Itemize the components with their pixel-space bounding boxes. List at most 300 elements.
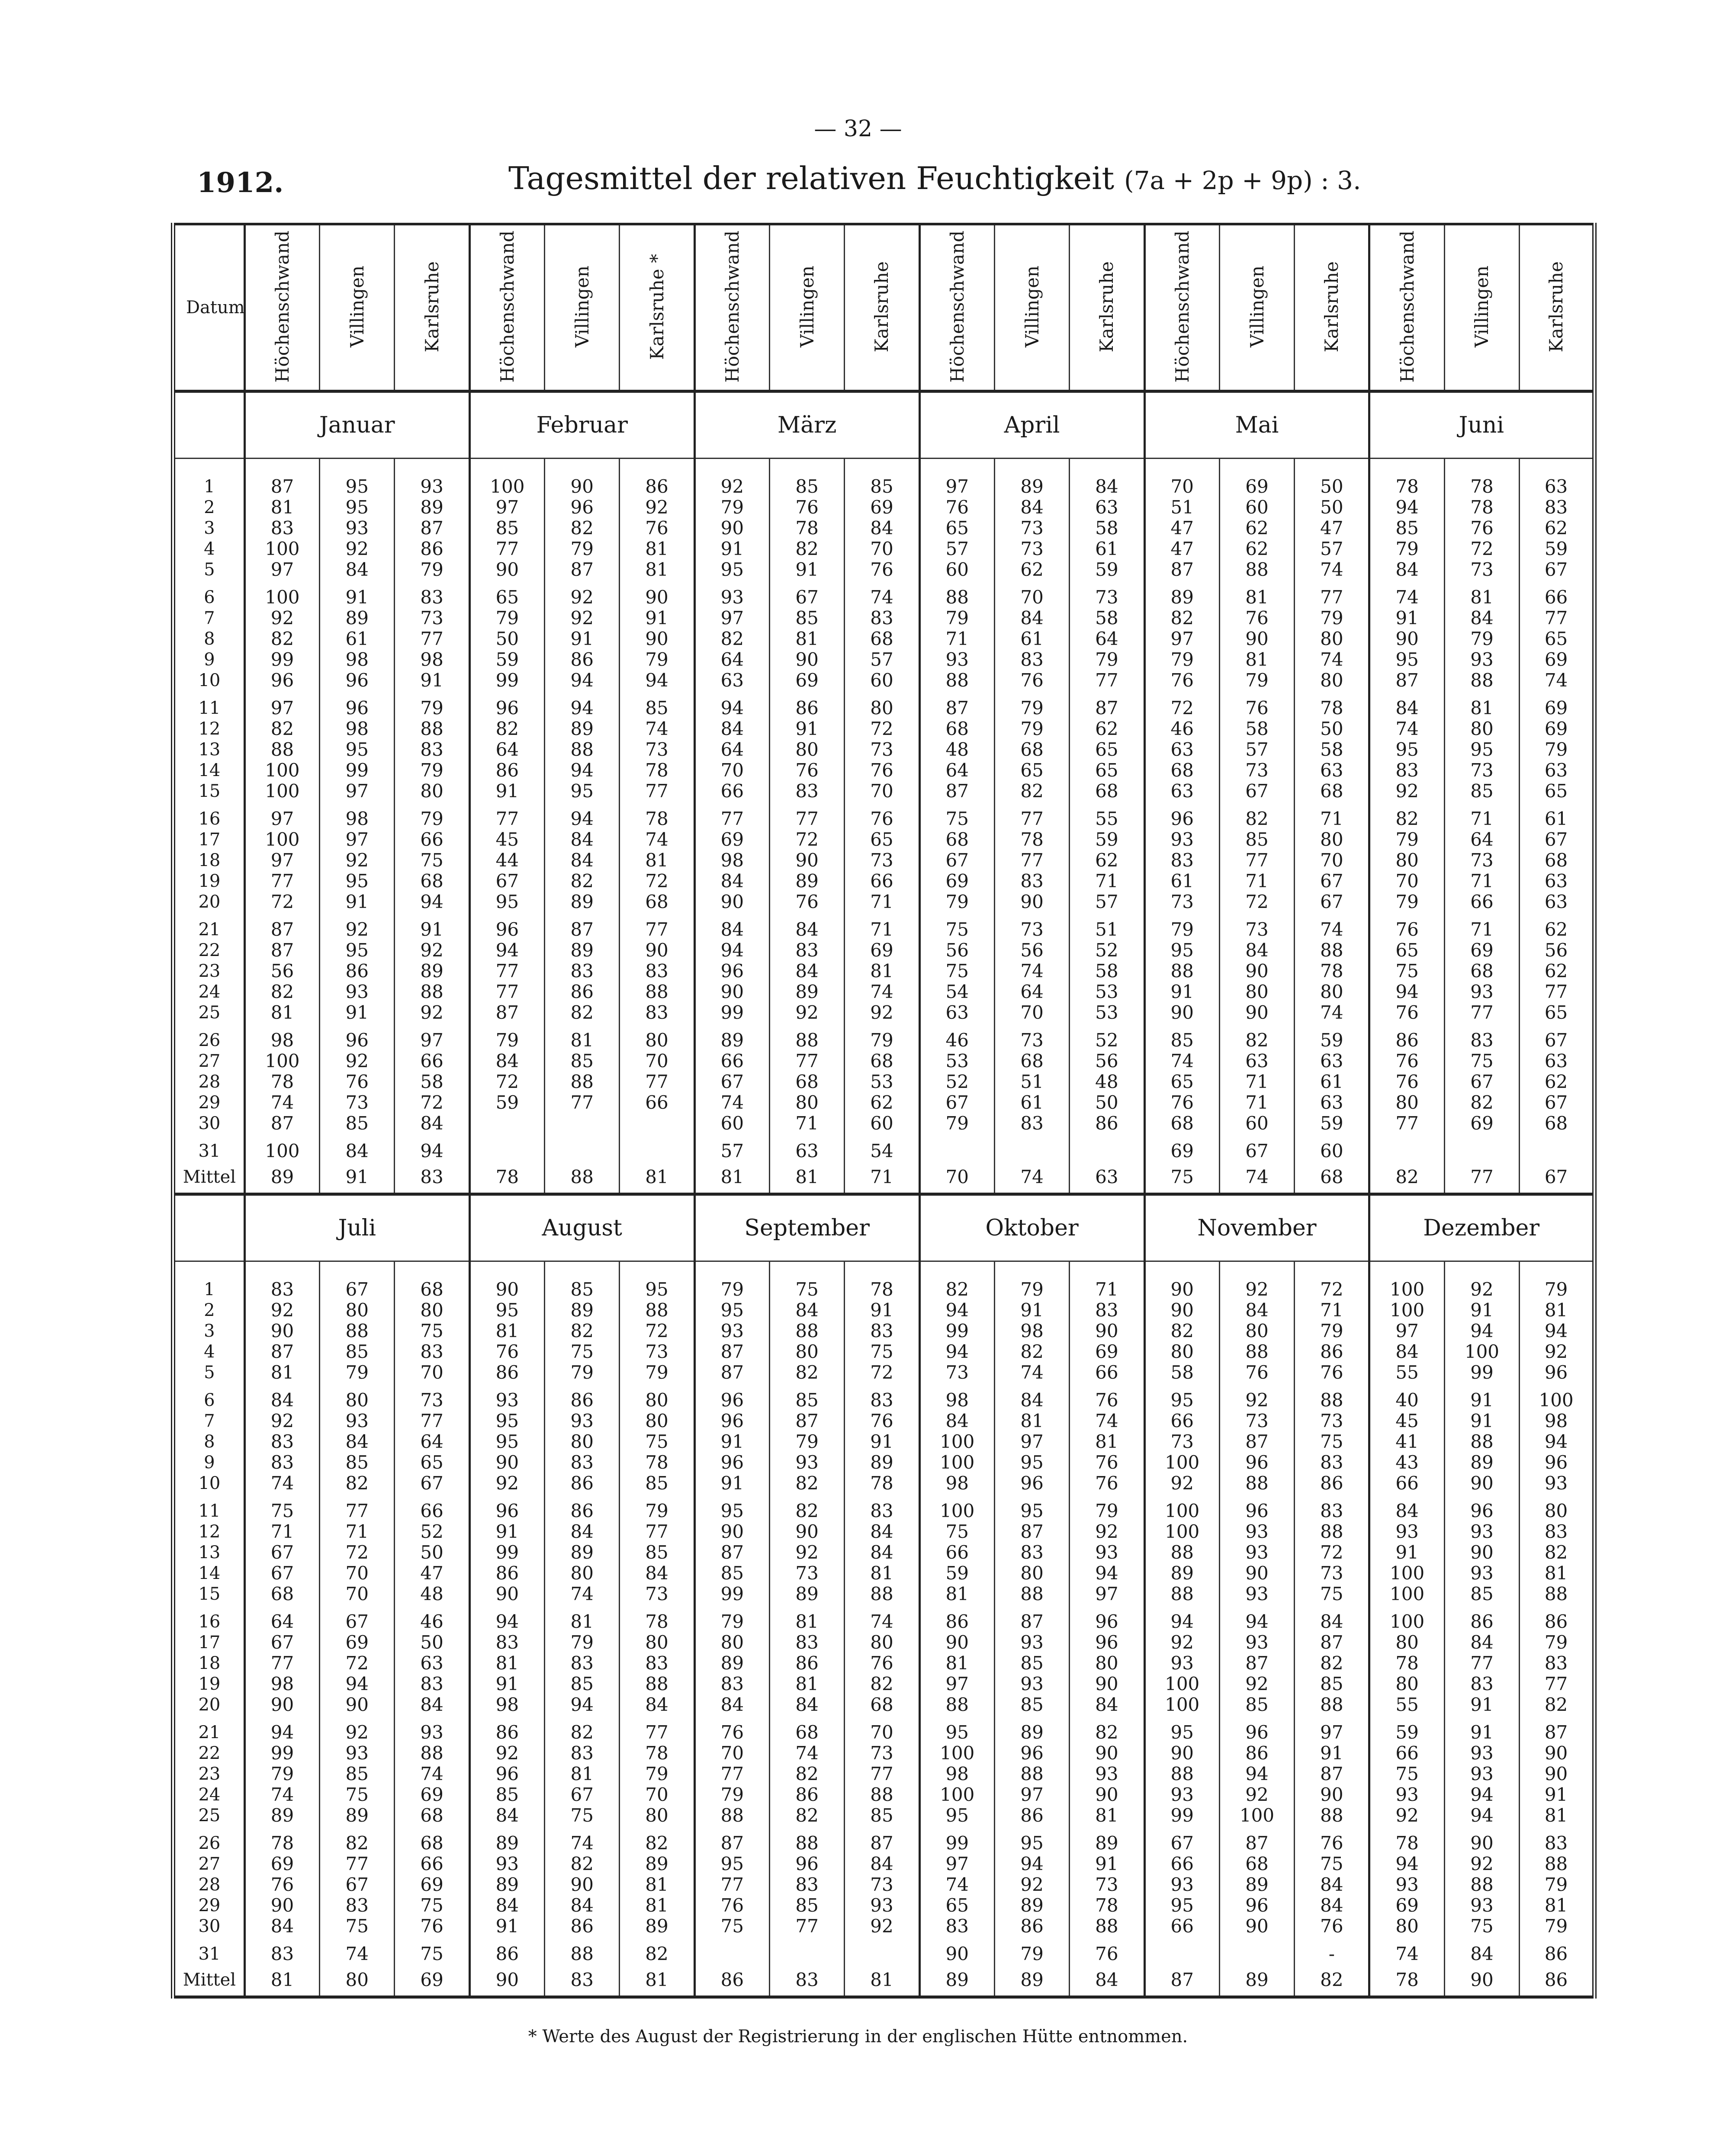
day-label: 27	[198, 1854, 221, 1874]
humidity-value: 85	[320, 1113, 395, 1134]
humidity-value: 82	[769, 1494, 844, 1521]
humidity-value: 89	[469, 1826, 544, 1854]
humidity-value: 98	[919, 1473, 994, 1494]
humidity-value: 79	[694, 497, 769, 518]
humidity-value: 73	[620, 1584, 694, 1604]
spacer-cell	[1144, 459, 1219, 477]
humidity-value: 83	[545, 961, 620, 982]
humidity-value: 90	[769, 850, 844, 871]
humidity-value: 76	[395, 1916, 469, 1937]
humidity-value: 74	[244, 1784, 319, 1805]
humidity-value: 83	[994, 1113, 1069, 1134]
humidity-value: 70	[694, 760, 769, 781]
humidity-value: 78	[1295, 961, 1369, 982]
humidity-value: 97	[244, 850, 319, 871]
humidity-value: 76	[620, 518, 694, 539]
humidity-value: 82	[994, 1341, 1069, 1362]
mittel-value: 89	[1219, 1964, 1294, 1997]
humidity-value: 87	[1295, 1632, 1369, 1653]
humidity-value: 83	[994, 1542, 1069, 1563]
humidity-value: 73	[1070, 1874, 1144, 1895]
humidity-value: 87	[545, 559, 620, 580]
humidity-value: 88	[919, 670, 994, 691]
humidity-value: 52	[919, 1072, 994, 1092]
humidity-value: 95	[320, 871, 395, 892]
day-label: 9	[204, 650, 215, 670]
humidity-value: 100	[1144, 1521, 1219, 1542]
humidity-value: 68	[994, 739, 1069, 760]
humidity-value: 69	[1144, 1134, 1219, 1161]
humidity-value: 74	[994, 961, 1069, 982]
title-formula: (7a + 2p + 9p) : 3.	[1124, 166, 1361, 195]
humidity-value: 98	[919, 1764, 994, 1784]
humidity-value: 97	[244, 802, 319, 829]
humidity-value: 100	[919, 1431, 994, 1452]
humidity-value: 92	[395, 1002, 469, 1023]
humidity-value: 84	[620, 1694, 694, 1715]
humidity-value: 88	[1444, 670, 1519, 691]
humidity-value: 90	[1444, 1542, 1519, 1563]
humidity-value: 69	[694, 829, 769, 850]
humidity-value: 51	[1070, 912, 1144, 940]
humidity-value: 84	[469, 1805, 544, 1826]
humidity-value: 87	[694, 1341, 769, 1362]
spacer-cell	[1219, 1261, 1294, 1280]
mittel-label: Mittel	[173, 1161, 244, 1194]
day-label: 12	[198, 1522, 221, 1542]
humidity-value: 72	[1295, 1542, 1369, 1563]
day-label: 24	[198, 982, 221, 1002]
humidity-value: 60	[1219, 497, 1294, 518]
station-name: Höchenschwand	[496, 231, 518, 383]
humidity-value: 95	[694, 1300, 769, 1321]
humidity-value: 100	[1144, 1694, 1219, 1715]
humidity-value: 100	[244, 539, 319, 559]
humidity-value: 100	[1369, 1584, 1444, 1604]
table-row	[173, 476, 1594, 497]
humidity-value: 94	[395, 892, 469, 912]
humidity-value: 85	[769, 1383, 844, 1411]
humidity-value: 94	[545, 802, 620, 829]
humidity-value: 93	[1070, 1542, 1144, 1563]
humidity-value: 73	[1219, 760, 1294, 781]
page-number: — 32 —	[814, 116, 902, 142]
table-row	[173, 940, 1594, 961]
humidity-value: 80	[320, 1300, 395, 1321]
humidity-value: 91	[1369, 1542, 1444, 1563]
humidity-value: 90	[469, 1279, 544, 1300]
humidity-value: 97	[1295, 1715, 1369, 1743]
humidity-value: 68	[1444, 961, 1519, 982]
humidity-value: 61	[1144, 871, 1219, 892]
humidity-value: 100	[919, 1784, 994, 1805]
humidity-value: 98	[320, 649, 395, 670]
humidity-value: 93	[994, 1674, 1069, 1694]
humidity-value: 85	[320, 1341, 395, 1362]
humidity-value: 83	[620, 1002, 694, 1023]
month-name: September	[694, 1194, 919, 1261]
humidity-value: 84	[1219, 940, 1294, 961]
humidity-value: 67	[694, 1072, 769, 1092]
humidity-value: 77	[620, 781, 694, 802]
humidity-value: 81	[244, 1362, 319, 1383]
table-row	[173, 1764, 1594, 1784]
humidity-value: 75	[545, 1805, 620, 1826]
table-row	[173, 1784, 1594, 1805]
mittel-value: 81	[244, 1964, 319, 1997]
humidity-value: 77	[694, 1874, 769, 1895]
humidity-value: 98	[1520, 1411, 1594, 1431]
day-label: 4	[204, 1342, 215, 1362]
humidity-value: 96	[320, 670, 395, 691]
humidity-value: 63	[1219, 1051, 1294, 1072]
humidity-value: 94	[320, 1674, 395, 1694]
humidity-value: 47	[1144, 539, 1219, 559]
table-row	[173, 608, 1594, 629]
humidity-value: 63	[1070, 497, 1144, 518]
humidity-value: 81	[1070, 1431, 1144, 1452]
humidity-value: 97	[320, 829, 395, 850]
humidity-value: 73	[1070, 580, 1144, 608]
humidity-value: 78	[1444, 476, 1519, 497]
humidity-value: 92	[244, 608, 319, 629]
humidity-value: 90	[1520, 1764, 1594, 1784]
humidity-value: 88	[919, 1694, 994, 1715]
humidity-value: 73	[845, 739, 919, 760]
humidity-value: 63	[769, 1134, 844, 1161]
humidity-value: 80	[1295, 629, 1369, 649]
table-row	[173, 649, 1594, 670]
table-row	[173, 802, 1594, 829]
humidity-value: 91	[694, 539, 769, 559]
humidity-value: 92	[1219, 1674, 1294, 1694]
humidity-value: 88	[395, 719, 469, 739]
humidity-value: 89	[769, 982, 844, 1002]
humidity-value: 74	[1520, 670, 1594, 691]
humidity-value: 78	[769, 518, 844, 539]
humidity-value: 67	[919, 1092, 994, 1113]
humidity-value: 85	[1144, 1023, 1219, 1051]
humidity-value: 78	[244, 1826, 319, 1854]
humidity-value: 84	[769, 1694, 844, 1715]
humidity-value: 82	[1144, 608, 1219, 629]
humidity-value: 86	[545, 1473, 620, 1494]
humidity-value: 82	[994, 781, 1069, 802]
day-label: 2	[204, 1300, 215, 1320]
humidity-value: 82	[545, 871, 620, 892]
humidity-value: 96	[994, 1473, 1069, 1494]
humidity-value: 94	[694, 691, 769, 719]
humidity-value: 56	[919, 940, 994, 961]
humidity-value: 90	[244, 1895, 319, 1916]
humidity-value: 91	[845, 1431, 919, 1452]
mittel-value: 86	[694, 1964, 769, 1997]
table-row	[173, 1521, 1594, 1542]
day-label: 25	[198, 1806, 221, 1826]
day-label: 21	[198, 1723, 221, 1742]
day-label: 16	[198, 1612, 221, 1632]
humidity-value: 80	[1295, 670, 1369, 691]
humidity-value: 85	[1219, 829, 1294, 850]
humidity-value: 77	[545, 1092, 620, 1113]
humidity-value: 94	[919, 1341, 994, 1362]
humidity-value: 100	[919, 1452, 994, 1473]
humidity-value: 89	[694, 1653, 769, 1674]
humidity-value: 88	[1295, 1521, 1369, 1542]
humidity-value: 76	[469, 1341, 544, 1362]
humidity-value: 80	[769, 739, 844, 760]
humidity-value: 87	[244, 912, 319, 940]
humidity-value: 96	[1219, 1715, 1294, 1743]
humidity-value: 84	[395, 1113, 469, 1134]
spacer-cell	[694, 459, 769, 477]
spacer-cell	[395, 1261, 469, 1280]
humidity-value	[1369, 1134, 1444, 1161]
humidity-value: 83	[620, 1653, 694, 1674]
humidity-value: 91	[469, 1916, 544, 1937]
humidity-value: 76	[1369, 1002, 1444, 1023]
humidity-value: 65	[395, 1452, 469, 1473]
humidity-value: 81	[845, 961, 919, 982]
humidity-value: 95	[994, 1826, 1069, 1854]
humidity-value: 80	[845, 691, 919, 719]
humidity-value: 62	[845, 1092, 919, 1113]
table-row	[173, 719, 1594, 739]
spacer-cell	[244, 1261, 319, 1280]
humidity-value: 66	[919, 1542, 994, 1563]
humidity-value: 94	[1144, 1604, 1219, 1632]
humidity-value: 73	[1444, 850, 1519, 871]
humidity-value: 94	[919, 1300, 994, 1321]
humidity-value: 91	[1444, 1715, 1519, 1743]
humidity-value: 91	[1444, 1383, 1519, 1411]
humidity-value: 73	[320, 1092, 395, 1113]
table-row	[173, 781, 1594, 802]
humidity-value: 79	[919, 608, 994, 629]
humidity-value: 90	[769, 649, 844, 670]
humidity-value: 71	[845, 892, 919, 912]
mittel-row	[173, 1964, 1594, 1997]
humidity-value	[545, 1134, 620, 1161]
spacer-cell	[320, 1261, 395, 1280]
humidity-value: 85	[845, 476, 919, 497]
humidity-value: 68	[769, 1715, 844, 1743]
humidity-value: 100	[244, 760, 319, 781]
spacer-row	[173, 459, 1594, 477]
humidity-value: 75	[395, 1321, 469, 1341]
humidity-value: 90	[320, 1694, 395, 1715]
mittel-value: 81	[694, 1161, 769, 1194]
station-name: Villingen	[1246, 266, 1268, 348]
humidity-value	[1444, 1134, 1519, 1161]
humidity-value: 84	[1369, 1341, 1444, 1362]
humidity-value: 88	[919, 580, 994, 608]
table-row	[173, 1452, 1594, 1473]
humidity-value: 91	[994, 1300, 1069, 1321]
humidity-value: 96	[694, 1411, 769, 1431]
humidity-value: 79	[1520, 1874, 1594, 1895]
day-label: 31	[198, 1141, 221, 1161]
humidity-value: 82	[769, 1362, 844, 1383]
day-label: 20	[198, 892, 221, 912]
humidity-value: 77	[320, 1494, 395, 1521]
humidity-value: 86	[994, 1916, 1069, 1937]
humidity-value: 84	[1369, 1494, 1444, 1521]
day-label: 23	[198, 1764, 221, 1784]
humidity-value: 87	[994, 1521, 1069, 1542]
humidity-value: 87	[244, 940, 319, 961]
humidity-value: 88	[1444, 1431, 1519, 1452]
mittel-value: 80	[320, 1964, 395, 1997]
spacer-cell	[694, 1261, 769, 1280]
humidity-value: 97	[320, 781, 395, 802]
humidity-value: 83	[845, 1383, 919, 1411]
mittel-value: 68	[1295, 1161, 1369, 1194]
month-name: April	[919, 391, 1144, 459]
humidity-value: 46	[919, 1023, 994, 1051]
humidity-value: 63	[919, 1002, 994, 1023]
mittel-value: 87	[1144, 1964, 1219, 1997]
humidity-value: 98	[469, 1694, 544, 1715]
humidity-value: 86	[769, 1784, 844, 1805]
humidity-value: 50	[469, 629, 544, 649]
humidity-value: 55	[1070, 802, 1144, 829]
day-label: 30	[198, 1916, 221, 1936]
humidity-value: 88	[1295, 940, 1369, 961]
humidity-value: 84	[320, 1431, 395, 1452]
humidity-value: 90	[994, 892, 1069, 912]
humidity-value: 83	[769, 940, 844, 961]
humidity-value: 100	[1369, 1563, 1444, 1584]
humidity-value: 75	[919, 1521, 994, 1542]
humidity-value: 50	[395, 1632, 469, 1653]
humidity-value: 56	[994, 940, 1069, 961]
spacer-cell	[1295, 459, 1369, 477]
table-row	[173, 892, 1594, 912]
humidity-value: 75	[919, 961, 994, 982]
humidity-value: 72	[620, 871, 694, 892]
humidity-value: 76	[1219, 608, 1294, 629]
humidity-value: 75	[1369, 1764, 1444, 1784]
mittel-value: 77	[1444, 1161, 1519, 1194]
humidity-value: 96	[1444, 1494, 1519, 1521]
table-row	[173, 1300, 1594, 1321]
humidity-value: 82	[769, 1764, 844, 1784]
humidity-value: 95	[320, 476, 395, 497]
spacer-row	[173, 1261, 1594, 1280]
humidity-value: 77	[1219, 850, 1294, 871]
station-header	[320, 224, 395, 391]
humidity-value: 75	[919, 802, 994, 829]
humidity-value: 88	[320, 1321, 395, 1341]
humidity-value: 84	[1070, 476, 1144, 497]
table-row	[173, 1383, 1594, 1411]
humidity-value: 90	[1369, 629, 1444, 649]
day-label: 26	[198, 1030, 221, 1050]
humidity-value: 95	[1369, 649, 1444, 670]
humidity-value: 95	[694, 559, 769, 580]
humidity-value: 62	[1520, 518, 1594, 539]
humidity-value: 84	[545, 850, 620, 871]
humidity-value: 63	[1144, 739, 1219, 760]
station-header	[1219, 224, 1294, 391]
humidity-value: 84	[320, 1134, 395, 1161]
humidity-value: 73	[769, 1563, 844, 1584]
humidity-value: 90	[469, 559, 544, 580]
humidity-value: 84	[845, 1521, 919, 1542]
humidity-value: 78	[620, 802, 694, 829]
humidity-value: 66	[1520, 580, 1594, 608]
humidity-value: 67	[469, 871, 544, 892]
humidity-value: 79	[1144, 912, 1219, 940]
humidity-value: 83	[1520, 1521, 1594, 1542]
humidity-value: 80	[1369, 1674, 1444, 1694]
humidity-value: 73	[994, 1023, 1069, 1051]
humidity-value: 76	[845, 802, 919, 829]
humidity-value: 79	[1144, 649, 1219, 670]
humidity-value: 83	[1295, 1494, 1369, 1521]
mittel-value: 86	[1520, 1964, 1594, 1997]
day-label: 10	[198, 671, 221, 690]
humidity-value: 56	[1070, 1051, 1144, 1072]
day-label: 19	[198, 1674, 221, 1694]
humidity-value: 63	[1144, 781, 1219, 802]
humidity-value: 88	[694, 1805, 769, 1826]
spacer-cell	[919, 459, 994, 477]
table-row	[173, 1653, 1594, 1674]
humidity-value: 89	[244, 1805, 319, 1826]
humidity-value: 76	[1444, 518, 1519, 539]
humidity-value: 70	[320, 1563, 395, 1584]
humidity-value: 78	[1369, 476, 1444, 497]
humidity-value: 100	[469, 476, 544, 497]
humidity-value: 87	[1219, 1431, 1294, 1452]
station-header	[545, 224, 620, 391]
humidity-value: 85	[469, 1784, 544, 1805]
humidity-value: 71	[1444, 802, 1519, 829]
humidity-value: 81	[845, 1563, 919, 1584]
table-row	[173, 1023, 1594, 1051]
humidity-value: 78	[244, 1072, 319, 1092]
humidity-value: 74	[1369, 580, 1444, 608]
humidity-value: 87	[1070, 691, 1144, 719]
humidity-value: 61	[1295, 1072, 1369, 1092]
humidity-value: 59	[1369, 1715, 1444, 1743]
humidity-value: 95	[994, 1494, 1069, 1521]
humidity-value: 99	[694, 1002, 769, 1023]
humidity-value: 83	[1369, 760, 1444, 781]
humidity-value: 92	[1444, 1854, 1519, 1874]
humidity-value: 69	[1444, 1113, 1519, 1134]
day-label: 4	[204, 539, 215, 559]
humidity-value: 77	[769, 1051, 844, 1072]
humidity-value: 69	[1520, 691, 1594, 719]
humidity-value: 92	[1144, 1473, 1219, 1494]
spacer-cell	[769, 1261, 844, 1280]
day-label: 3	[204, 1321, 215, 1341]
humidity-value: 91	[845, 1300, 919, 1321]
humidity-value: 96	[694, 1383, 769, 1411]
humidity-value: 97	[244, 559, 319, 580]
humidity-value: 70	[994, 580, 1069, 608]
humidity-value: 68	[994, 1051, 1069, 1072]
humidity-value: 87	[694, 1826, 769, 1854]
humidity-value: 68	[1295, 781, 1369, 802]
humidity-value: 92	[545, 608, 620, 629]
humidity-value: 68	[1144, 1113, 1219, 1134]
humidity-value: 88	[545, 739, 620, 760]
humidity-value: 91	[469, 1674, 544, 1694]
